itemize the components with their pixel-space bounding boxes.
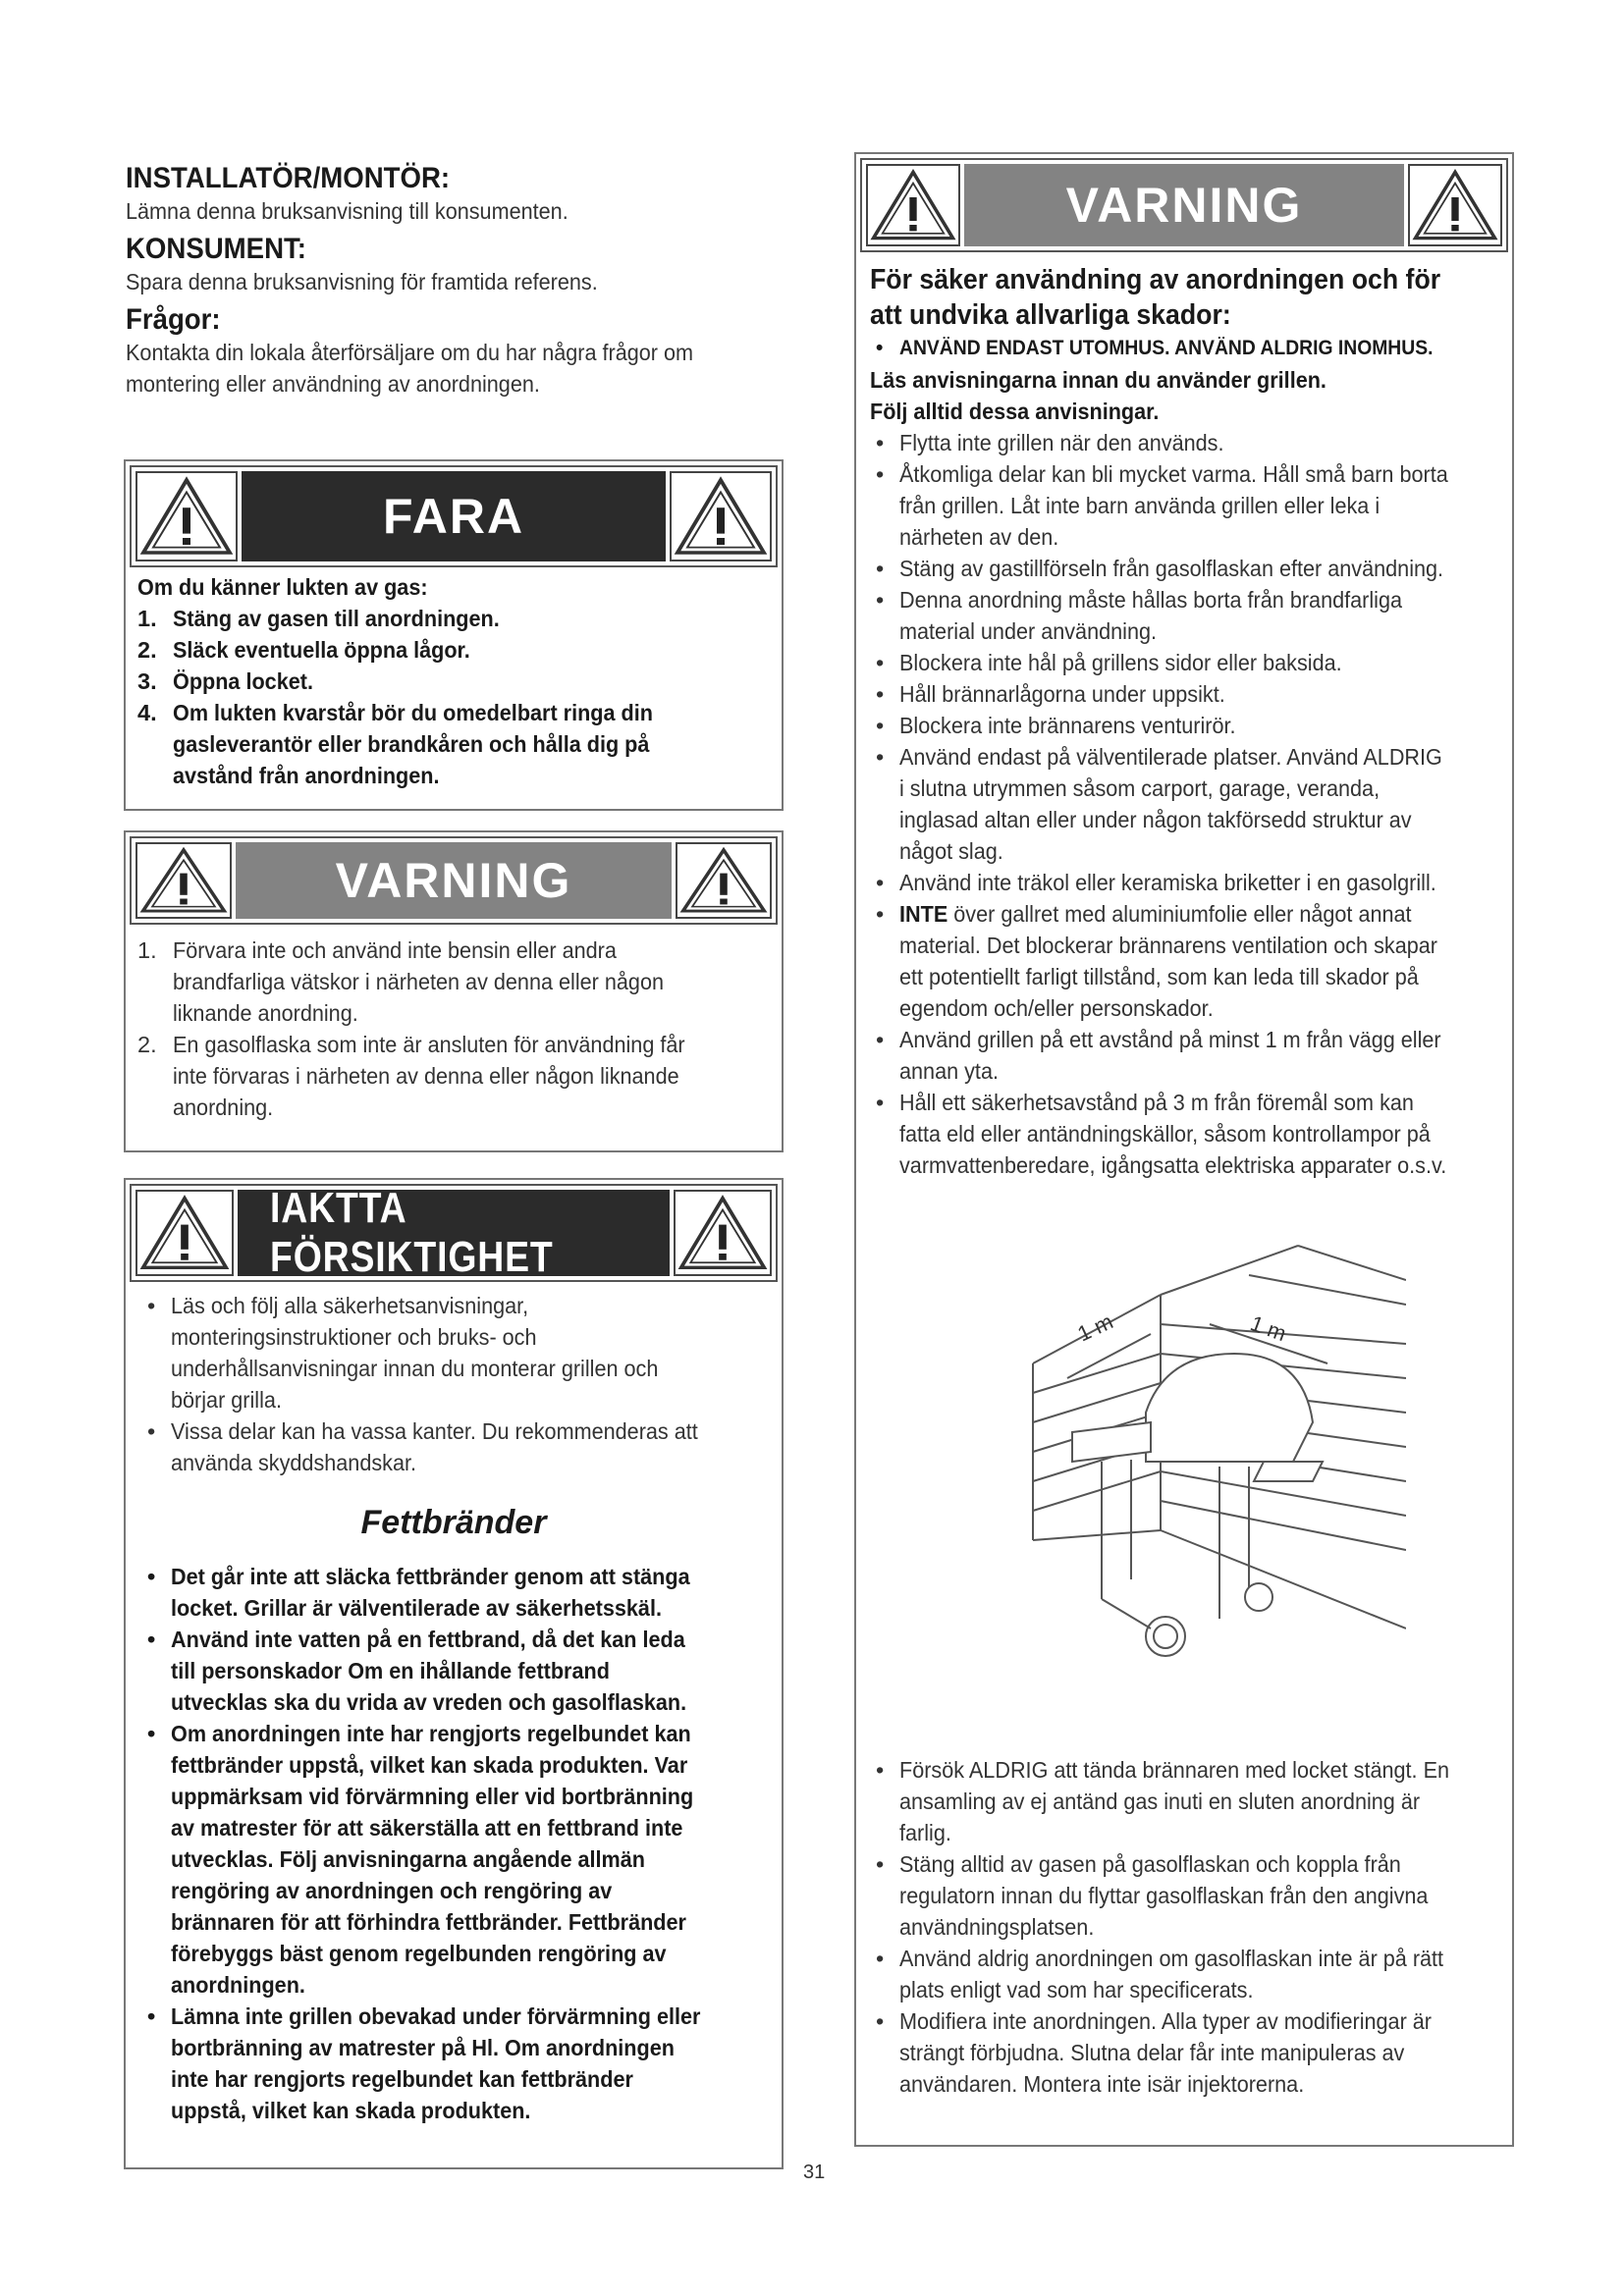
warning-left-item-line: brandfarliga vätskor i närheten av denna eller någon bbox=[173, 969, 665, 994]
warning-right-bottom-item-line: plats enligt vad som har specificerats. bbox=[899, 1977, 1254, 2002]
caution-item bbox=[141, 1415, 760, 1478]
fire-item-line: uppstå, vilket kan skada produkten. bbox=[171, 2098, 531, 2123]
caution-title: IAKTTA FÖRSIKTIGHET bbox=[270, 1184, 554, 1281]
read-first: Läs anvisningarna innan du använder grillen. bbox=[870, 367, 1326, 393]
fire-item-line: inte har rengjorts regelbundet kan fettbränder bbox=[171, 2066, 633, 2092]
warning-right-item-line: • Använd inte träkol eller keramiska briketter i en gasolgrill. bbox=[899, 870, 1436, 895]
warning-right-item-line: • INTE över gallret med aluminiumfolie eller något annat bbox=[899, 901, 1412, 927]
warning-right-item bbox=[870, 898, 1498, 1024]
danger-item-number: 1. bbox=[137, 606, 157, 631]
danger-title: FARA bbox=[382, 489, 525, 544]
warning-triangle-icon bbox=[866, 164, 960, 246]
warning-triangle-icon bbox=[670, 471, 772, 561]
danger-header bbox=[130, 465, 778, 567]
warning-right-bottom-item-line: farlig. bbox=[899, 1820, 951, 1845]
fire-item-line: utvecklas. Följ anvisningarna angående allmän bbox=[171, 1846, 646, 1872]
danger-item-number: 4. bbox=[137, 700, 157, 725]
fire-item-line: locket. Grillar är välventilerade av säkerhetsskäl. bbox=[171, 1595, 662, 1621]
warning-right-bottom-item bbox=[870, 2005, 1498, 2100]
fire-item-line: brännaren för att förhindra fettbränder. Fettbränder bbox=[171, 1909, 686, 1935]
questions-text-2: montering eller användning av anordningen. bbox=[126, 371, 540, 397]
danger-list bbox=[137, 603, 766, 791]
caution-item-line: underhållsanvisningar innan du monterar grillen och bbox=[171, 1356, 659, 1381]
danger-item-line: Öppna locket. bbox=[173, 668, 313, 694]
installer-text: Lämna denna bruksanvisning till konsumenten. bbox=[126, 198, 568, 224]
warning-header-left bbox=[130, 836, 778, 925]
warning-right-item-line: • Denna anordning måste hållas borta från brandfarliga bbox=[899, 587, 1403, 613]
warning-left-item bbox=[137, 934, 766, 1029]
fire-subheading: Fettbränder bbox=[360, 1504, 547, 1541]
consumer-heading: KONSUMENT: bbox=[126, 233, 306, 265]
warning-title-band-left bbox=[236, 842, 672, 919]
fire-item-line: • Använd inte vatten på en fettbrand, då det kan leda bbox=[171, 1627, 685, 1652]
danger-item-number: 3. bbox=[137, 668, 157, 694]
warning-right-item-line: inglasad altan eller under någon takförsedd struktur av bbox=[899, 807, 1412, 832]
warning-box-left bbox=[124, 830, 784, 1152]
outdoor-only: • ANVÄND ENDAST UTOMHUS. ANVÄND ALDRIG INOMHUS. bbox=[870, 333, 1498, 364]
warning-header-right bbox=[860, 158, 1508, 252]
warning-box-right bbox=[854, 152, 1514, 2147]
warning-right-item bbox=[870, 710, 1498, 741]
fire-item-line: rengöring av anordningen och rengöring av bbox=[171, 1878, 613, 1903]
warning-right-item bbox=[870, 647, 1498, 678]
caution-item bbox=[141, 1290, 760, 1415]
warning-right-item-bold-lead: INTE bbox=[899, 901, 948, 927]
warning-right-item bbox=[870, 553, 1498, 584]
warning-left-item-number: 1. bbox=[137, 937, 157, 963]
danger-item bbox=[137, 603, 766, 634]
warning-left-item bbox=[137, 1029, 766, 1123]
warning-triangle-icon bbox=[135, 1190, 234, 1276]
warning-triangle-icon bbox=[674, 1190, 772, 1276]
fire-item bbox=[141, 1624, 760, 1718]
warning-right-item-line: något slag. bbox=[899, 838, 1003, 864]
caution-item-line: använda skyddshandskar. bbox=[171, 1450, 417, 1475]
warning-right-bottom-item-line: användaren. Montera inte isär injektorerna. bbox=[899, 2071, 1305, 2097]
warning-list-right bbox=[870, 427, 1498, 1181]
warning-right-item-line: egendom och/eller personskador. bbox=[899, 995, 1214, 1021]
questions-text-1: Kontakta din lokala återförsäljare om du har några frågor om bbox=[126, 340, 694, 365]
warning-right-bottom-item-line: • Använd aldrig anordningen om gasolflaskan inte är på rätt bbox=[899, 1946, 1444, 1971]
questions-heading: Frågor: bbox=[126, 303, 221, 336]
warning-right-item-line: • Använd grillen på ett avstånd på minst 1 m från vägg eller bbox=[899, 1027, 1441, 1052]
warning-right-item-line: • Flytta inte grillen när den används. bbox=[899, 430, 1224, 455]
warning-list-right-bottom bbox=[870, 1754, 1498, 2100]
warning-right-item-line: • Blockera inte brännarens venturirör. bbox=[899, 713, 1236, 738]
warning-heading-1: För säker användning av anordningen och för bbox=[870, 264, 1441, 295]
fire-item-line: förebyggs bäst genom regelbunden rengöring av bbox=[171, 1941, 667, 1966]
warning-heading-2: att undvika allvarliga skador: bbox=[870, 299, 1231, 331]
fire-item bbox=[141, 1718, 760, 2001]
installer-heading: INSTALLATÖR/MONTÖR: bbox=[126, 162, 451, 194]
caution-item-line: • Läs och följ alla säkerhetsanvisningar, bbox=[171, 1293, 529, 1318]
fire-item-line: utvecklas ska du vrida av vreden och gasolflaskan. bbox=[171, 1689, 687, 1715]
warning-left-item-line: inte förvaras i närheten av denna eller någon liknande bbox=[173, 1063, 679, 1089]
warning-list-left bbox=[137, 934, 766, 1123]
caution-item-line: • Vissa delar kan ha vassa kanter. Du rekommenderas att bbox=[171, 1418, 698, 1444]
caution-header bbox=[130, 1184, 778, 1282]
warning-left-item-number: 2. bbox=[137, 1032, 157, 1057]
warning-right-item-line: närheten av den. bbox=[899, 524, 1059, 550]
danger-item bbox=[137, 666, 766, 697]
danger-title-band bbox=[242, 471, 666, 561]
warning-right-item bbox=[870, 867, 1498, 898]
danger-item-line: gasleverantör eller brandkåren och hålla dig på bbox=[173, 731, 650, 757]
warning-right-item-line: från grillen. Låt inte barn använda grillen eller leka i bbox=[899, 493, 1380, 518]
warning-title-left: VARNING bbox=[335, 853, 572, 908]
fire-item-line: fettbränder uppstå, vilket kan skada produkten. Var bbox=[171, 1752, 688, 1778]
warning-left-item-line: liknande anordning. bbox=[173, 1000, 358, 1026]
fire-list bbox=[141, 1561, 760, 2126]
warning-content-right bbox=[870, 262, 1498, 1181]
warning-right-item bbox=[870, 1087, 1498, 1181]
danger-item bbox=[137, 634, 766, 666]
warning-right-item bbox=[870, 1024, 1498, 1087]
fire-item bbox=[141, 1561, 760, 1624]
warning-right-item-line: • Åtkomliga delar kan bli mycket varma. Håll små barn borta bbox=[899, 461, 1448, 487]
warning-right-bottom-item-line: • Modifiera inte anordningen. Alla typer av modifieringar är bbox=[899, 2008, 1433, 2034]
fire-item bbox=[141, 2001, 760, 2126]
danger-item-line: avstånd från anordningen. bbox=[173, 763, 440, 788]
grill-clearance-diagram bbox=[954, 1236, 1406, 1687]
page-number: 31 bbox=[803, 2162, 826, 2183]
warning-right-bottom-item-line: • Försök ALDRIG att tända brännaren med locket stängt. En bbox=[899, 1757, 1450, 1783]
warning-right-item-line: annan yta. bbox=[899, 1058, 999, 1084]
fire-item-line: anordningen. bbox=[171, 1972, 305, 1998]
warning-right-item-line: i slutna utrymmen såsom carport, garage, veranda, bbox=[899, 775, 1380, 801]
consumer-text: Spara denna bruksanvisning för framtida referens. bbox=[126, 269, 598, 294]
follow-instructions: Följ alltid dessa anvisningar. bbox=[870, 399, 1160, 424]
warning-triangle-icon bbox=[135, 471, 238, 561]
warning-right-item-line: material under användning. bbox=[899, 618, 1158, 644]
fire-item-line: uppmärksam vid förvärmning eller vid bortbränning bbox=[171, 1784, 694, 1809]
warning-right-item-line: • Stäng av gastillförseln från gasolflaskan efter användning. bbox=[899, 556, 1444, 581]
warning-right-bottom-item-line: strängt förbjudna. Slutna delar får inte manipuleras av bbox=[899, 2040, 1405, 2065]
danger-box bbox=[124, 459, 784, 811]
fire-item-line: till personskador Om en ihållande fettbrand bbox=[171, 1658, 610, 1683]
warning-right-item bbox=[870, 584, 1498, 647]
fire-item-line: • Lämna inte grillen obevakad under förvärmning eller bbox=[171, 2003, 701, 2029]
warning-right-item-line: fatta eld eller antändningskällor, såsom kontrollampor på bbox=[899, 1121, 1431, 1147]
danger-item-line: Släck eventuella öppna lågor. bbox=[173, 637, 470, 663]
warning-right-item-line: • Håll ett säkerhetsavstånd på 3 m från föremål som kan bbox=[899, 1090, 1414, 1115]
warning-triangle-icon bbox=[135, 842, 232, 919]
warning-right-item-line: • Håll brännarlågorna under uppsikt. bbox=[899, 681, 1225, 707]
clearance-label-right: 1 m bbox=[1247, 1310, 1290, 1347]
warning-right-item-line: • Blockera inte hål på grillens sidor eller baksida. bbox=[899, 650, 1342, 675]
warning-left-item-line: anordning. bbox=[173, 1095, 274, 1120]
danger-item bbox=[137, 697, 766, 791]
fire-item-line: • Det går inte att släcka fettbränder genom att stänga bbox=[171, 1564, 690, 1589]
danger-item-line: Om lukten kvarstår bör du omedelbart ringa din bbox=[173, 700, 653, 725]
caution-item-line: börjar grilla. bbox=[171, 1387, 282, 1413]
danger-item-line: Stäng av gasen till anordningen. bbox=[173, 606, 500, 631]
warning-right-item bbox=[870, 678, 1498, 710]
warning-right-bottom-item-line: ansamling av ej antänd gas inuti en sluten anordning är bbox=[899, 1789, 1421, 1814]
warning-right-bottom-item bbox=[870, 1754, 1498, 1848]
danger-content bbox=[137, 571, 766, 791]
warning-triangle-icon bbox=[1408, 164, 1502, 246]
caution-item-line: monteringsinstruktioner och bruks- och bbox=[171, 1324, 537, 1350]
warning-right-item bbox=[870, 427, 1498, 458]
warning-title-band-right bbox=[964, 164, 1404, 246]
warning-right-item bbox=[870, 741, 1498, 867]
clearance-label-left: 1 m bbox=[1073, 1308, 1117, 1347]
danger-lead: Om du känner lukten av gas: bbox=[137, 574, 428, 600]
warning-right-item-line: varmvattenberedare, igångsatta elektriska apparater o.s.v. bbox=[899, 1152, 1447, 1178]
warning-right-bottom-item-line: användningsplatsen. bbox=[899, 1914, 1095, 1940]
caution-title-band bbox=[238, 1184, 670, 1281]
warning-triangle-icon bbox=[676, 842, 772, 919]
danger-item-number: 2. bbox=[137, 637, 157, 663]
caution-box bbox=[124, 1178, 784, 2169]
warning-right-item-line: material. Det blockerar brännarens ventilation och skapar bbox=[899, 933, 1437, 958]
intro-section bbox=[126, 162, 774, 405]
caution-list bbox=[141, 1290, 760, 1478]
warning-right-item-line: • Använd endast på välventilerade platser. Använd ALDRIG bbox=[899, 744, 1442, 770]
fire-item-line: av matrester för att säkerställa att en fettbrand inte bbox=[171, 1815, 683, 1841]
warning-right-item-line: ett potentiellt farligt tillstånd, som kan leda till skador på bbox=[899, 964, 1419, 989]
warning-right-item bbox=[870, 458, 1498, 553]
fire-item-line: • Om anordningen inte har rengjorts regelbundet kan bbox=[171, 1721, 691, 1746]
warning-left-item-line: Förvara inte och använd inte bensin eller andra bbox=[173, 937, 617, 963]
warning-right-bottom-item bbox=[870, 1943, 1498, 2005]
warning-right-bottom-item bbox=[870, 1848, 1498, 1943]
warning-right-bottom-item-line: • Stäng alltid av gasen på gasolflaskan och koppla från bbox=[899, 1851, 1401, 1877]
warning-right-bottom-item-line: regulatorn innan du flyttar gasolflaskan från den angivna bbox=[899, 1883, 1429, 1908]
warning-title-right: VARNING bbox=[1065, 178, 1303, 233]
warning-left-item-line: En gasolflaska som inte är ansluten för användning får bbox=[173, 1032, 685, 1057]
fire-item-line: bortbränning av matrester på Hl. Om anordningen bbox=[171, 2035, 675, 2060]
